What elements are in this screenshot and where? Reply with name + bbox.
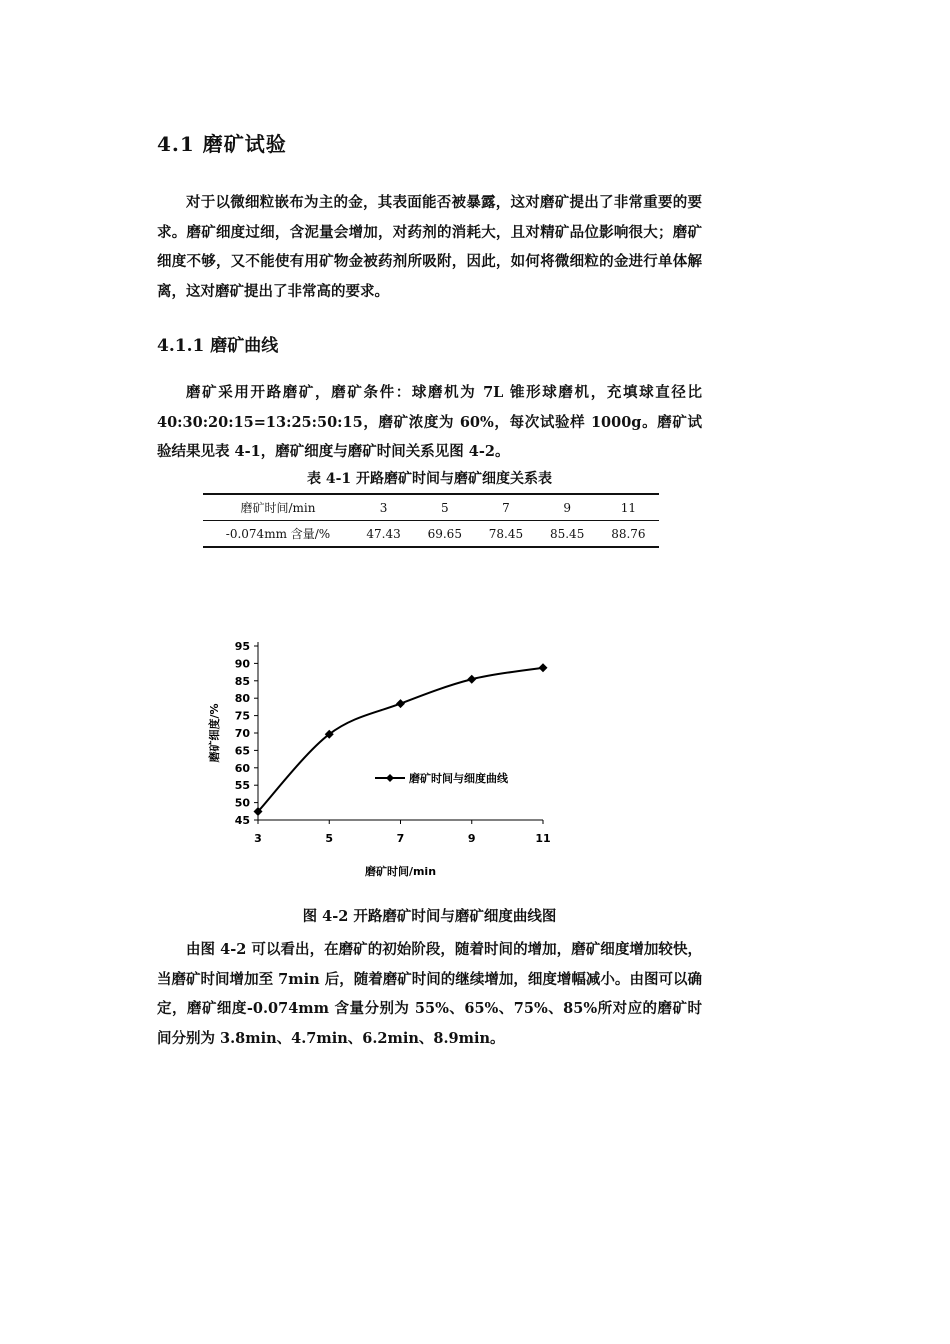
chart-svg bbox=[190, 628, 610, 898]
x-tick-label: 9 bbox=[467, 832, 476, 845]
table-cell: 69.65 bbox=[414, 521, 475, 548]
data-point bbox=[467, 675, 476, 684]
x-tick-label: 7 bbox=[396, 832, 405, 845]
table-cell: 85.45 bbox=[537, 521, 598, 548]
y-tick-label: 75 bbox=[234, 709, 250, 723]
x-tick-label: 11 bbox=[535, 832, 551, 845]
table-caption: 表 4-1 开路磨矿时间与磨矿细度关系表 bbox=[306, 471, 553, 487]
table-cell: 88.76 bbox=[598, 521, 659, 548]
y-tick-label: 45 bbox=[234, 814, 250, 827]
y-tick-label: 80 bbox=[234, 692, 250, 706]
table-cell: 47.43 bbox=[353, 521, 414, 548]
x-tick-label: 3 bbox=[254, 832, 262, 845]
table-cell: 78.45 bbox=[475, 521, 536, 548]
series-line bbox=[258, 668, 543, 812]
intro-paragraph: 对于以微细粒嵌布为主的金，其表面能否被暴露，这对磨矿提出了非常重要的要求。磨矿细度过细，含泥量会增加，对药剂的消耗大，且对精矿品位影响很大；磨矿细度不够，又不能使有用矿物金被药剂所吸附，因此，如何将微细粒的金进行单体解离，这对磨矿提出了非常高的要求。 bbox=[157, 194, 702, 300]
y-axis-label: 磨矿细度/% bbox=[208, 703, 221, 763]
y-tick-label: 70 bbox=[234, 727, 250, 740]
legend-marker bbox=[386, 774, 394, 782]
y-tick-label: 85 bbox=[234, 674, 250, 688]
table-header-cell: 5 bbox=[414, 494, 475, 521]
legend-label: 磨矿时间与细度曲线 bbox=[409, 772, 508, 785]
figure-caption: 图 4-2 开路磨矿时间与磨矿细度曲线图 bbox=[302, 908, 557, 925]
table-header-cell: 11 bbox=[598, 494, 659, 521]
grinding-table bbox=[203, 493, 659, 548]
x-axis-label: 磨矿时间/min bbox=[364, 865, 437, 878]
y-tick-label: 55 bbox=[234, 779, 250, 793]
table-header-cell: 7 bbox=[475, 494, 536, 521]
table-header-cell: 3 bbox=[353, 494, 414, 521]
y-tick-label: 60 bbox=[234, 761, 250, 775]
data-point bbox=[539, 663, 548, 672]
table-header-cell: 磨矿时间/min bbox=[203, 494, 353, 521]
data-point bbox=[396, 699, 405, 708]
grinding-curve-chart bbox=[190, 628, 610, 898]
table-cell: -0.074mm 含量/% bbox=[203, 521, 353, 548]
y-tick-label: 65 bbox=[234, 744, 250, 758]
subsection-heading: 4.1.1 磨矿曲线 bbox=[157, 336, 279, 356]
table-header-row bbox=[203, 494, 659, 521]
x-tick-label: 5 bbox=[325, 832, 334, 845]
conclusion-paragraph: 由图 4-2 可以看出，在磨矿的初始阶段，随着时间的增加，磨矿细度增加较快，当磨矿时间增加至 7min 后，随着磨矿时间的继续增加，细度增幅减小。由图可以确定，磨矿细度-0.074mm 含量分别为 55%、65%、75%、85%所对应的磨矿时间分别为 3.8min、4.7min、6.2min、8.9min。 bbox=[157, 941, 702, 1047]
table-header-cell: 9 bbox=[537, 494, 598, 521]
y-tick-label: 95 bbox=[234, 640, 250, 653]
y-tick-label: 50 bbox=[234, 796, 250, 810]
section-heading: 4.1 磨矿试验 bbox=[157, 132, 287, 156]
method-paragraph: 磨矿采用开路磨矿，磨矿条件：球磨机为 7L 锥形球磨机，充填球直径比 40:30:20:15=13:25:50:15，磨矿浓度为 60%，每次试验样 1000g。磨矿试验结果见表 4-1，磨矿细度与磨矿时间关系见图 4-2。 bbox=[157, 384, 702, 460]
table-row bbox=[203, 521, 659, 548]
y-tick-label: 90 bbox=[234, 657, 250, 671]
